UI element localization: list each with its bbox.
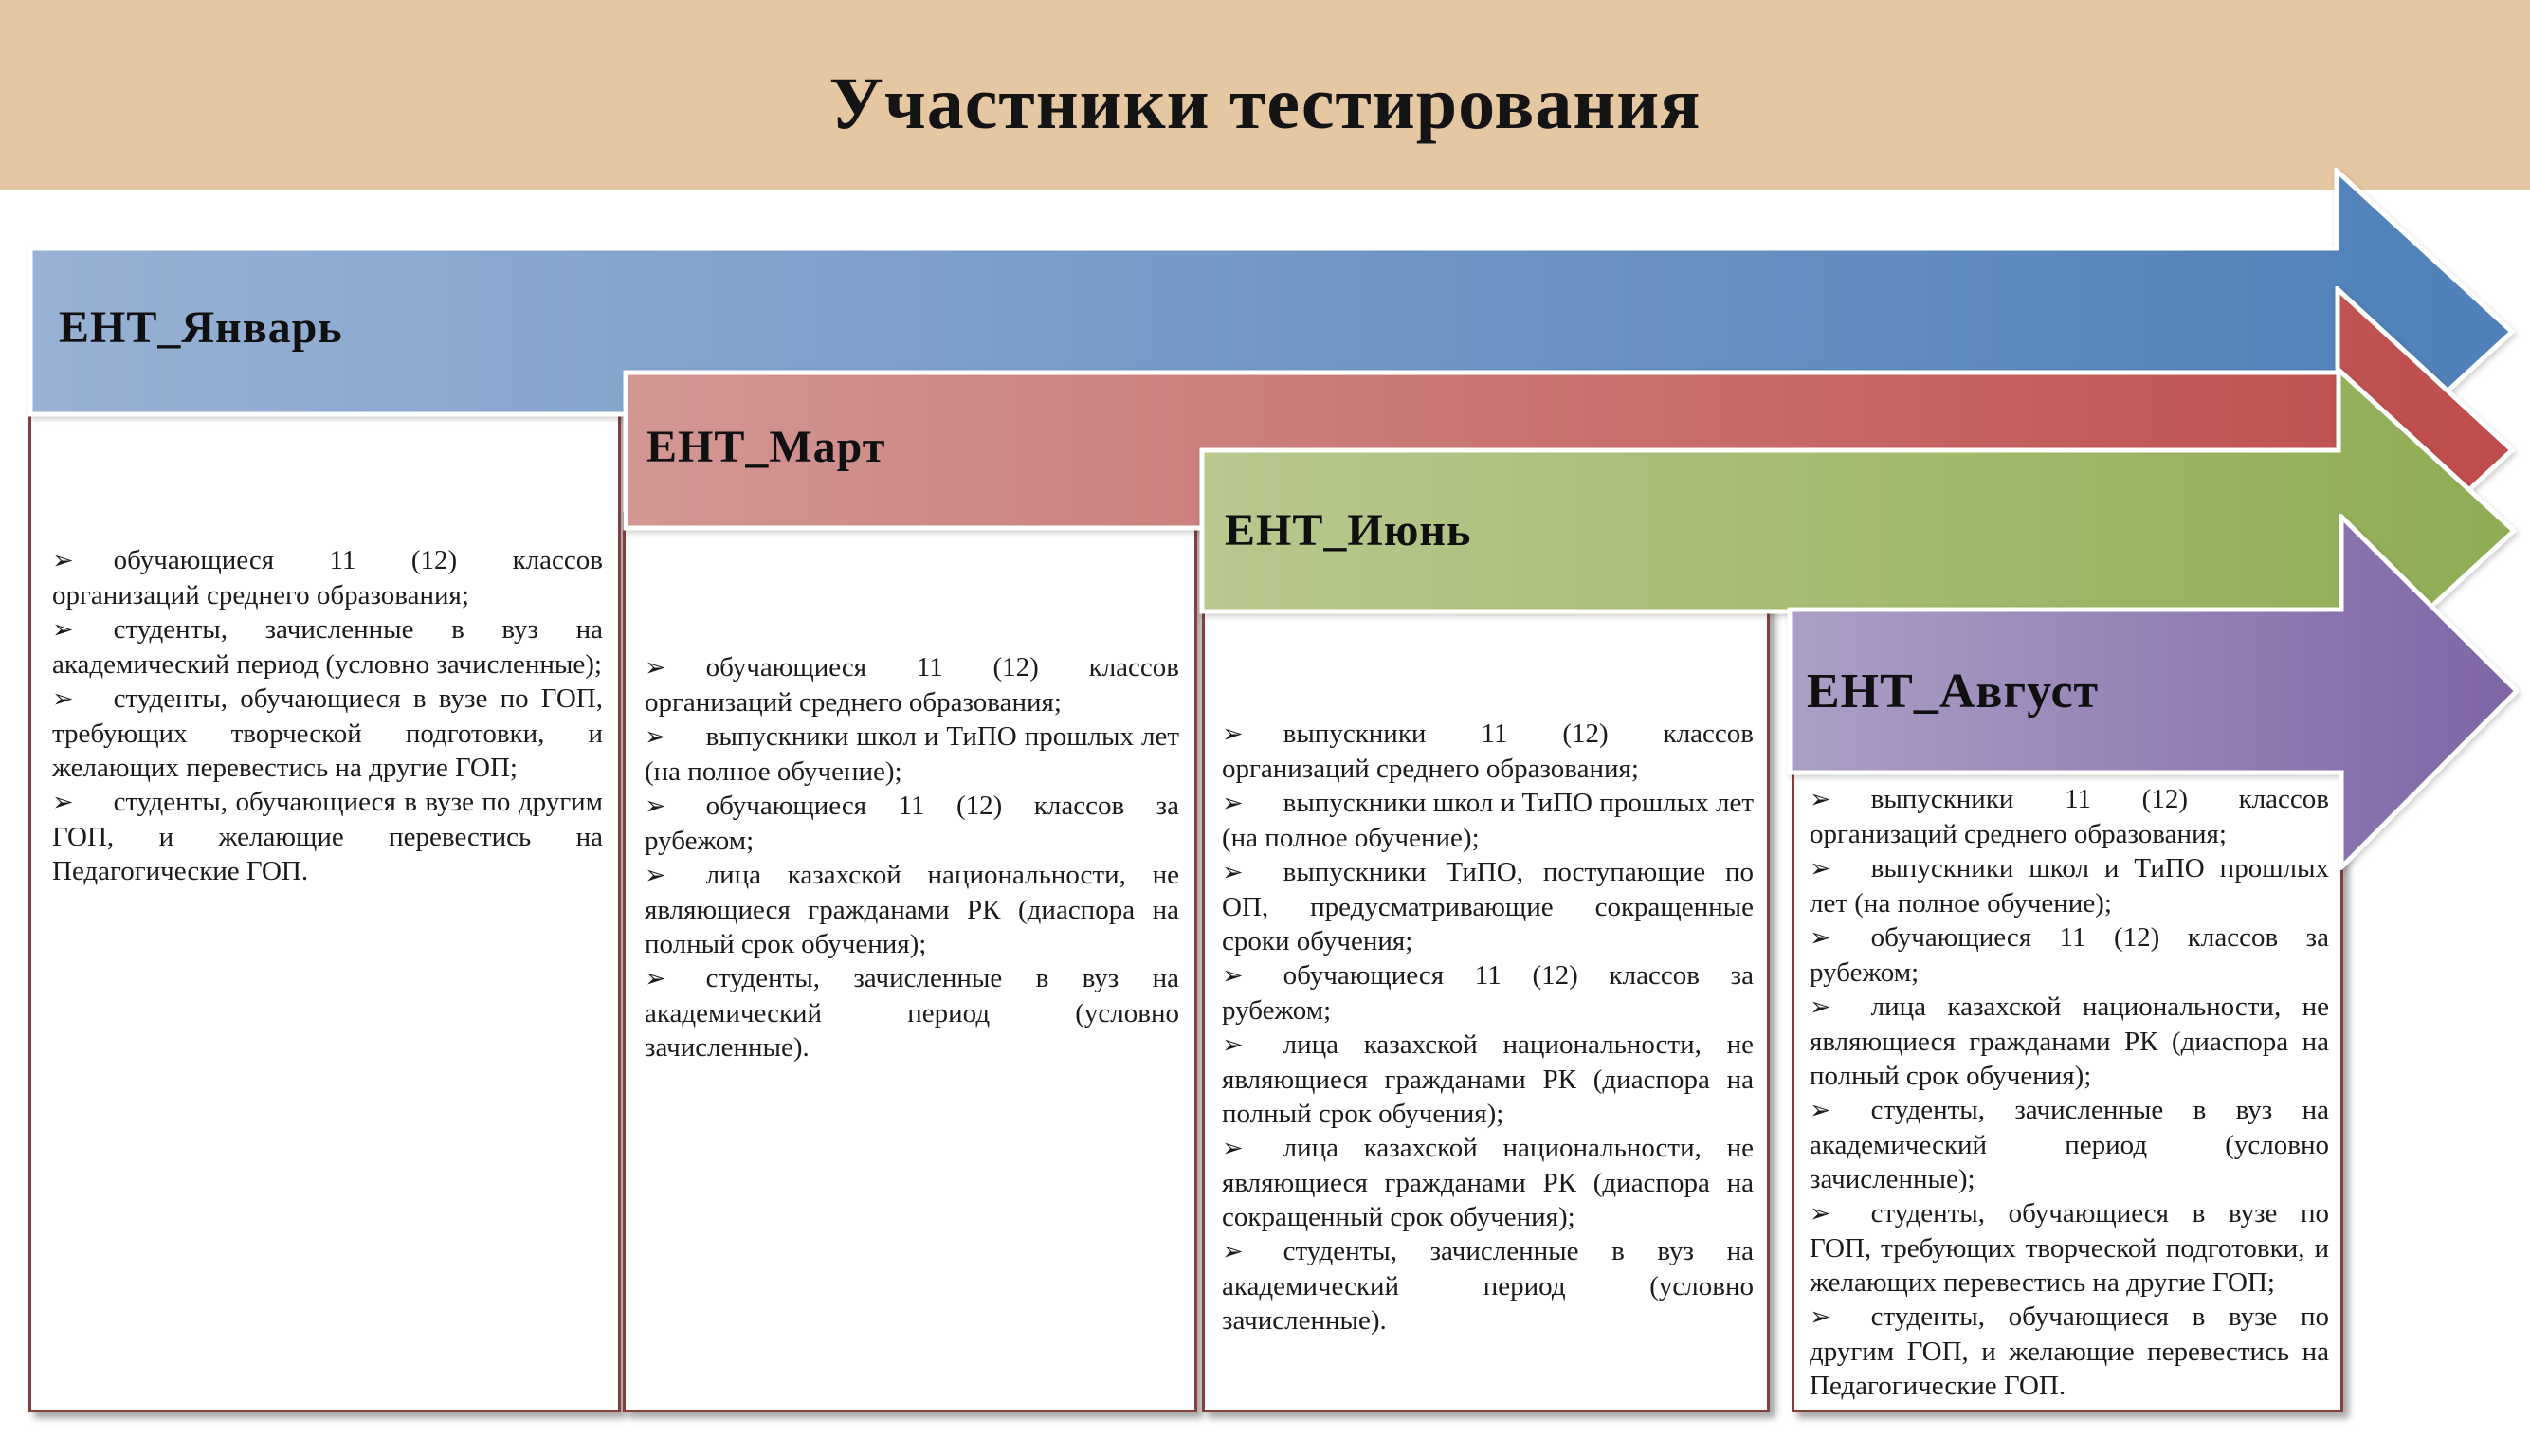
- arrow-bullet-icon: ➢: [645, 653, 666, 682]
- arrow-bullet-icon: ➢: [1810, 923, 1831, 953]
- list-item: ➢ студенты, зачисленные в вуз на академический период (условно зачисленные).: [1222, 1236, 1754, 1336]
- arrow-bullet-icon: ➢: [52, 546, 74, 575]
- list-item: ➢ студенты, обучающиеся в вузе по ГОП, требующих творческой подготовки, и желающих перевестись на другие ГОП;: [52, 683, 603, 783]
- arrow-bullet-icon: ➢: [52, 684, 74, 714]
- list-item: ➢ студенты, обучающиеся в вузе по другим ГОП, и желающие перевестись на Педагогические ГОП.: [52, 787, 603, 886]
- list-item: ➢ выпускники 11 (12) классов организаций среднего образования;: [1222, 719, 1754, 784]
- list-item: ➢ студенты, зачисленные в вуз на академический период (условно зачисленные);: [52, 614, 603, 680]
- january-banner-label: ЕНТ_Январь: [59, 302, 343, 353]
- arrow-bullet-icon: ➢: [645, 964, 666, 993]
- list-item: ➢ студенты, зачисленные в вуз на академический период (условно зачисленные);: [1810, 1095, 2329, 1194]
- arrow-bullet-icon: ➢: [645, 792, 666, 821]
- list-item: ➢ обучающиеся 11 (12) классов организаций среднего образования;: [52, 545, 603, 610]
- page-title: Участники тестирования: [828, 62, 1702, 144]
- arrow-bullet-icon: ➢: [1810, 854, 1831, 883]
- list-item: ➢ лица казахской национальности, не являющиеся гражданами РК (диаспора на полный срок обучения);: [645, 860, 1179, 959]
- list-item: ➢ лица казахской национальности, не являющиеся гражданами РК (диаспора на полный срок обучения);: [1222, 1029, 1754, 1129]
- march-banner-label: ЕНТ_Март: [646, 422, 886, 472]
- list-item: ➢ студенты, обучающиеся в вузе по другим ГОП, и желающие перевестись на Педагогические ГОП.: [1810, 1301, 2329, 1401]
- arrow-bullet-icon: ➢: [1222, 858, 1244, 887]
- list-item: ➢ обучающиеся 11 (12) классов организаций среднего образования;: [645, 652, 1179, 718]
- list-item: ➢ обучающиеся 11 (12) классов за рубежом;: [1810, 922, 2329, 988]
- header-band: [0, 0, 2530, 190]
- list-item: ➢ лица казахской национальности, не являющиеся гражданами РК (диаспора на полный срок обучения);: [1810, 992, 2329, 1091]
- list-item: ➢ выпускники школ и ТиПО прошлых лет (на полное обучение);: [1222, 788, 1754, 853]
- june-textbox: [1202, 602, 1770, 1412]
- arrow-bullet-icon: ➢: [1222, 1030, 1244, 1060]
- list-item: ➢ выпускники школ и ТиПО прошлых лет (на полное обучение);: [1810, 853, 2329, 919]
- list-item: ➢ выпускники ТиПО, поступающие по ОП, предусматривающие сокращенные сроки обучения;: [1222, 857, 1754, 956]
- arrow-bullet-icon: ➢: [1222, 789, 1244, 818]
- arrow-bullet-icon: ➢: [1222, 1237, 1244, 1266]
- arrow-bullet-icon: ➢: [1810, 1302, 1831, 1332]
- arrow-bullet-icon: ➢: [1810, 1096, 1831, 1125]
- august-banner-label: ЕНТ_Август: [1807, 664, 2100, 719]
- arrow-bullet-icon: ➢: [52, 788, 74, 817]
- june-banner-label: ЕНТ_Июнь: [1225, 505, 1472, 555]
- list-item: ➢ обучающиеся 11 (12) классов за рубежом;: [645, 791, 1179, 856]
- arrow-bullet-icon: ➢: [52, 615, 74, 645]
- january-textbox: [28, 398, 621, 1412]
- arrow-bullet-icon: ➢: [1222, 719, 1244, 749]
- arrow-bullet-icon: ➢: [1810, 992, 1831, 1022]
- list-item: ➢ выпускники школ и ТиПО прошлых лет (на полное обучение);: [645, 721, 1179, 787]
- list-item: ➢ выпускники 11 (12) классов организаций среднего образования;: [1810, 784, 2329, 849]
- list-item: ➢ лица казахской национальности, не являющиеся гражданами РК (диаспора на сокращенный срок обучения);: [1222, 1133, 1754, 1232]
- list-item: ➢ студенты, зачисленные в вуз на академический период (условно зачисленные).: [645, 963, 1179, 1063]
- arrow-bullet-icon: ➢: [1222, 961, 1244, 991]
- arrow-bullet-icon: ➢: [1810, 1199, 1831, 1228]
- arrow-bullet-icon: ➢: [1222, 1134, 1244, 1163]
- march-textbox: [623, 512, 1197, 1412]
- arrow-bullet-icon: ➢: [1810, 785, 1831, 814]
- arrow-bullet-icon: ➢: [645, 722, 666, 752]
- list-item: ➢ студенты, обучающиеся в вузе по ГОП, требующих творческой подготовки, и желающих перевестись на другие ГОП;: [1810, 1198, 2329, 1298]
- list-item: ➢ обучающиеся 11 (12) классов за рубежом;: [1222, 960, 1754, 1026]
- arrow-bullet-icon: ➢: [645, 861, 666, 890]
